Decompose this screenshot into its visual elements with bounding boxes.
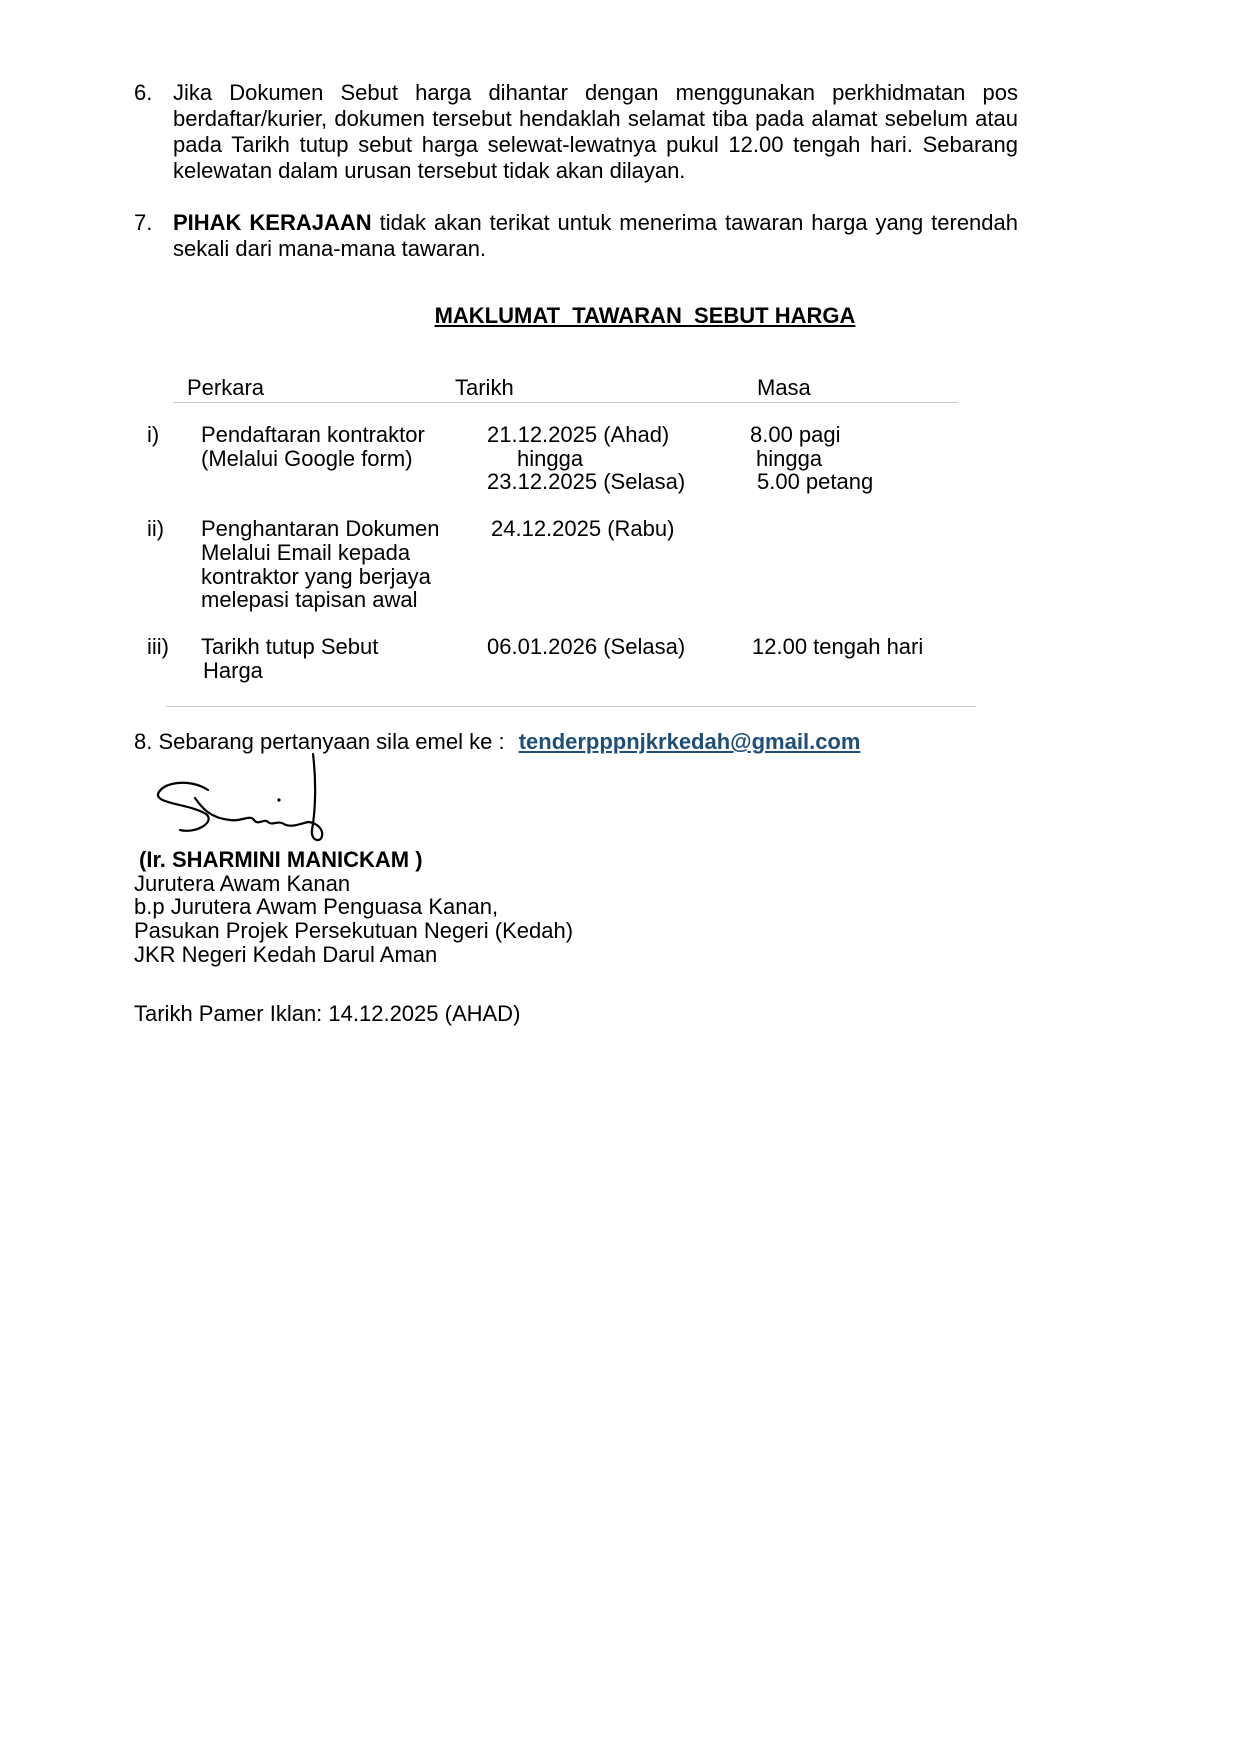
signature-image	[150, 748, 340, 853]
table-bottom-rule	[166, 706, 976, 707]
row-1-number: i)	[147, 422, 160, 447]
row-1-tarikh-line-1: 21.12.2025 (Ahad)	[487, 422, 670, 447]
signatory-line-2: b.p Jurutera Awam Penguasa Kanan,	[134, 894, 499, 919]
signatory-name: (Ir. SHARMINI MANICKAM )	[139, 847, 423, 872]
row-1-masa-line-3: 5.00 petang	[757, 469, 874, 494]
row-1-perkara-line-2: (Melalui Google form)	[201, 446, 413, 471]
row-2-perkara-line-4: melepasi tapisan awal	[201, 587, 418, 612]
paragraph-7-bold-lead: PIHAK KERAJAAN	[173, 210, 372, 235]
row-3-tarikh-line-1: 06.01.2026 (Selasa)	[487, 634, 686, 659]
signatory-line-1: Jurutera Awam Kanan	[134, 871, 351, 896]
paragraph-number-6: 6.	[134, 80, 153, 105]
row-3-masa-line-1: 12.00 tengah hari	[752, 634, 924, 659]
row-1-perkara-line-1: Pendaftaran kontraktor	[201, 422, 425, 447]
paragraph-6-text: Jika Dokumen Sebut harga dihantar dengan menggunakan perkhidmatan pos berdaftar/kurier, dokumen tersebut hendaklah selamat tiba pada alamat sebelum atau pada Tarikh tutup sebut harga selewat-lewatnya pukul 12.00 tengah hari. Sebarang kelewatan dalam urusan tersebut tidak akan dilayan.	[173, 80, 1018, 183]
header-masa: Masa	[757, 375, 811, 400]
row-1-tarikh-line-3: 23.12.2025 (Selasa)	[487, 469, 686, 494]
signatory-line-4: JKR Negeri Kedah Darul Aman	[134, 942, 438, 967]
row-2-perkara-line-2: Melalui Email kepada	[201, 540, 411, 565]
row-3-number: iii)	[147, 634, 169, 659]
header-perkara: Perkara	[187, 375, 265, 400]
row-2-number: ii)	[147, 516, 165, 541]
inquiry-text: 8. Sebarang pertanyaan sila emel ke :	[134, 729, 505, 754]
table-header-rule	[173, 402, 958, 403]
row-2-tarikh-line-1: 24.12.2025 (Rabu)	[491, 516, 675, 541]
header-tarikh: Tarikh	[455, 375, 514, 400]
row-3-perkara-line-2: Harga	[203, 658, 263, 683]
section-title: MAKLUMAT TAWARAN SEBUT HARGA	[434, 303, 856, 328]
paragraph-7-body: tidak akan terikat untuk menerima tawaran harga yang terendah sekali dari mana-mana tawaran.	[173, 210, 1018, 261]
row-1-tarikh-line-2: hingga	[517, 446, 584, 471]
row-2-perkara-line-1: Penghantaran Dokumen	[201, 516, 440, 541]
paragraph-7-text	[173, 210, 1018, 262]
signatory-line-3: Pasukan Projek Persekutuan Negeri (Kedah)	[134, 918, 574, 943]
advert-date: Tarikh Pamer Iklan: 14.12.2025 (AHAD)	[134, 1001, 521, 1026]
paragraph-number-7: 7.	[134, 210, 153, 235]
row-2-perkara-line-3: kontraktor yang berjaya	[201, 564, 431, 589]
row-1-masa-line-1: 8.00 pagi	[750, 422, 841, 447]
row-1-masa-line-2: hingga	[756, 446, 823, 471]
email-link[interactable]: tenderpppnjkrkedah@gmail.com	[518, 729, 861, 754]
row-3-perkara-line-1: Tarikh tutup Sebut	[201, 634, 379, 659]
